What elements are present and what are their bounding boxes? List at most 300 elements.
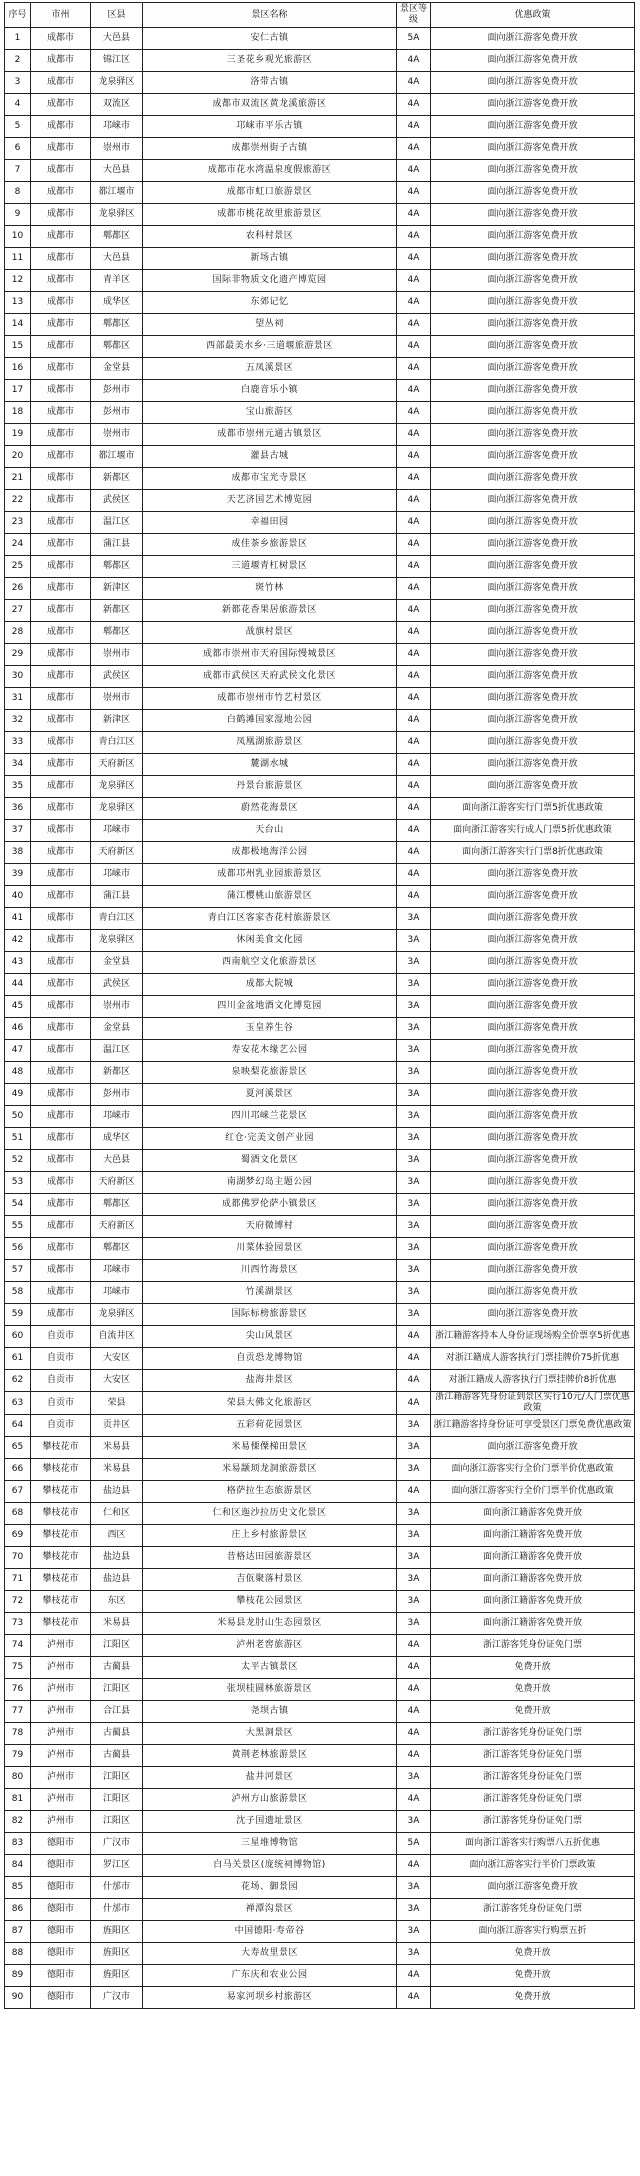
table-row — [5, 1591, 635, 1613]
county-cell: 江阳区 — [91, 1767, 143, 1789]
city-cell: 成都市 — [31, 160, 91, 182]
county-cell: 大安区 — [91, 1370, 143, 1392]
county-cell: 蒲江县 — [91, 886, 143, 908]
index-cell: 89 — [5, 1965, 31, 1987]
index-cell: 42 — [5, 930, 31, 952]
policy-cell: 面向浙江游客免费开放 — [431, 578, 635, 600]
city-cell: 泸州市 — [31, 1767, 91, 1789]
table-row — [5, 1062, 635, 1084]
scenic-name-cell: 盐海井景区 — [143, 1370, 397, 1392]
policy-cell: 对浙江籍成人游客执行门票挂牌价8折优惠 — [431, 1370, 635, 1392]
scenic-name-cell: 寿安花木缘艺公园 — [143, 1040, 397, 1062]
index-cell: 17 — [5, 380, 31, 402]
county-cell: 龙泉驿区 — [91, 1304, 143, 1326]
city-cell: 成都市 — [31, 1062, 91, 1084]
table-row — [5, 116, 635, 138]
index-cell: 54 — [5, 1194, 31, 1216]
header-index: 序号 — [5, 3, 31, 28]
index-cell: 5 — [5, 116, 31, 138]
city-cell: 成都市 — [31, 1172, 91, 1194]
city-cell: 泸州市 — [31, 1723, 91, 1745]
scenic-name-cell: 吉佤聚落村景区 — [143, 1569, 397, 1591]
level-cell: 4A — [397, 1855, 431, 1877]
city-cell: 成都市 — [31, 1194, 91, 1216]
scenic-name-cell: 成佳茶乡旅游景区 — [143, 534, 397, 556]
policy-cell: 面向浙江游客免费开放 — [431, 930, 635, 952]
scenic-name-cell: 安仁古镇 — [143, 28, 397, 50]
index-cell: 52 — [5, 1150, 31, 1172]
scenic-name-cell: 沈子国遗址景区 — [143, 1811, 397, 1833]
level-cell: 4A — [397, 710, 431, 732]
index-cell: 73 — [5, 1613, 31, 1635]
policy-cell: 浙江游客凭身份证免门票 — [431, 1767, 635, 1789]
county-cell: 米易县 — [91, 1437, 143, 1459]
county-cell: 郫都区 — [91, 1194, 143, 1216]
table-row — [5, 578, 635, 600]
index-cell: 2 — [5, 50, 31, 72]
level-cell: 3A — [397, 1613, 431, 1635]
scenic-name-cell: 洛带古镇 — [143, 72, 397, 94]
scenic-name-cell: 成都极地海洋公园 — [143, 842, 397, 864]
city-cell: 成都市 — [31, 512, 91, 534]
scenic-name-cell: 荣县大佛文化旅游区 — [143, 1392, 397, 1415]
city-cell: 成都市 — [31, 248, 91, 270]
city-cell: 成都市 — [31, 798, 91, 820]
city-cell: 成都市 — [31, 820, 91, 842]
table-row — [5, 314, 635, 336]
policy-cell: 面向浙江游客免费开放 — [431, 402, 635, 424]
table-row — [5, 1392, 635, 1415]
county-cell: 双流区 — [91, 94, 143, 116]
policy-cell: 面向浙江籍游客免费开放 — [431, 1591, 635, 1613]
city-cell: 成都市 — [31, 842, 91, 864]
table-row — [5, 1525, 635, 1547]
level-cell: 4A — [397, 600, 431, 622]
county-cell: 什邡市 — [91, 1877, 143, 1899]
table-row — [5, 1701, 635, 1723]
level-cell: 4A — [397, 732, 431, 754]
scenic-name-cell: 西部最美水乡·三道堰旅游景区 — [143, 336, 397, 358]
index-cell: 67 — [5, 1481, 31, 1503]
policy-cell: 面向浙江游客免费开放 — [431, 446, 635, 468]
county-cell: 都江堰市 — [91, 182, 143, 204]
policy-cell: 浙江游客凭身份证免门票 — [431, 1789, 635, 1811]
city-cell: 成都市 — [31, 1260, 91, 1282]
policy-cell: 面向浙江游客免费开放 — [431, 754, 635, 776]
level-cell: 3A — [397, 1569, 431, 1591]
policy-cell: 面向浙江游客免费开放 — [431, 1062, 635, 1084]
policy-cell: 面向浙江游客免费开放 — [431, 1018, 635, 1040]
table-row — [5, 94, 635, 116]
table-row — [5, 1106, 635, 1128]
table-row — [5, 1921, 635, 1943]
policy-cell: 面向浙江游客免费开放 — [431, 1216, 635, 1238]
index-cell: 44 — [5, 974, 31, 996]
table-row — [5, 732, 635, 754]
city-cell: 成都市 — [31, 710, 91, 732]
policy-cell: 面向浙江游客免费开放 — [431, 380, 635, 402]
scenic-name-cell: 成都佛罗伦萨小镇景区 — [143, 1194, 397, 1216]
table-row — [5, 72, 635, 94]
index-cell: 64 — [5, 1415, 31, 1437]
city-cell: 成都市 — [31, 754, 91, 776]
city-cell: 成都市 — [31, 1018, 91, 1040]
county-cell: 天府新区 — [91, 754, 143, 776]
city-cell: 成都市 — [31, 1106, 91, 1128]
city-cell: 成都市 — [31, 270, 91, 292]
county-cell: 新都区 — [91, 468, 143, 490]
scenic-name-cell: 攀枝花公园景区 — [143, 1591, 397, 1613]
index-cell: 12 — [5, 270, 31, 292]
table-row — [5, 1811, 635, 1833]
table-row — [5, 842, 635, 864]
policy-cell: 面向浙江游客免费开放 — [431, 952, 635, 974]
city-cell: 成都市 — [31, 490, 91, 512]
level-cell: 4A — [397, 1701, 431, 1723]
index-cell: 80 — [5, 1767, 31, 1789]
county-cell: 邛崃市 — [91, 1282, 143, 1304]
table-row — [5, 1635, 635, 1657]
policy-cell: 面向浙江游客免费开放 — [431, 974, 635, 996]
scenic-name-cell: 丹景台旅游景区 — [143, 776, 397, 798]
level-cell: 3A — [397, 1547, 431, 1569]
level-cell: 3A — [397, 1304, 431, 1326]
scenic-name-cell: 盐井河景区 — [143, 1767, 397, 1789]
table-row — [5, 1943, 635, 1965]
level-cell: 5A — [397, 1833, 431, 1855]
policy-cell: 面向浙江游客免费开放 — [431, 270, 635, 292]
policy-cell: 面向浙江游客免费开放 — [431, 226, 635, 248]
county-cell: 新津区 — [91, 578, 143, 600]
index-cell: 88 — [5, 1943, 31, 1965]
index-cell: 27 — [5, 600, 31, 622]
policy-cell: 对浙江籍成人游客执行门票挂牌价75折优惠 — [431, 1348, 635, 1370]
scenic-name-cell: 西南航空文化旅游景区 — [143, 952, 397, 974]
index-cell: 35 — [5, 776, 31, 798]
scenic-name-cell: 成都市双流区黄龙溪旅游区 — [143, 94, 397, 116]
table-row — [5, 886, 635, 908]
table-row — [5, 50, 635, 72]
policy-cell: 面向浙江游客实行全价门票半价优惠政策 — [431, 1459, 635, 1481]
city-cell: 成都市 — [31, 1282, 91, 1304]
scenic-name-cell: 成都崇州街子古镇 — [143, 138, 397, 160]
index-cell: 47 — [5, 1040, 31, 1062]
table-row — [5, 424, 635, 446]
scenic-name-cell: 红仓·完美文创产业园 — [143, 1128, 397, 1150]
city-cell: 成都市 — [31, 1150, 91, 1172]
level-cell: 4A — [397, 248, 431, 270]
city-cell: 自贡市 — [31, 1348, 91, 1370]
city-cell: 成都市 — [31, 380, 91, 402]
scenic-name-cell: 新都花香果居旅游景区 — [143, 600, 397, 622]
county-cell: 邛崃市 — [91, 1106, 143, 1128]
index-cell: 39 — [5, 864, 31, 886]
county-cell: 广汉市 — [91, 1833, 143, 1855]
table-row — [5, 996, 635, 1018]
scenic-name-cell: 天府微博村 — [143, 1216, 397, 1238]
level-cell: 4A — [397, 116, 431, 138]
scenic-name-cell: 四川邛崃兰花景区 — [143, 1106, 397, 1128]
county-cell: 邛崃市 — [91, 1260, 143, 1282]
table-row — [5, 1437, 635, 1459]
city-cell: 攀枝花市 — [31, 1481, 91, 1503]
county-cell: 江阳区 — [91, 1811, 143, 1833]
level-cell: 3A — [397, 1921, 431, 1943]
table-row — [5, 1833, 635, 1855]
level-cell: 4A — [397, 666, 431, 688]
level-cell: 4A — [397, 754, 431, 776]
city-cell: 成都市 — [31, 138, 91, 160]
city-cell: 成都市 — [31, 1304, 91, 1326]
index-cell: 59 — [5, 1304, 31, 1326]
level-cell: 3A — [397, 1877, 431, 1899]
index-cell: 6 — [5, 138, 31, 160]
table-row — [5, 1745, 635, 1767]
level-cell: 3A — [397, 952, 431, 974]
level-cell: 4A — [397, 1965, 431, 1987]
city-cell: 成都市 — [31, 336, 91, 358]
city-cell: 泸州市 — [31, 1811, 91, 1833]
city-cell: 泸州市 — [31, 1679, 91, 1701]
table-row — [5, 1216, 635, 1238]
header-policy: 优惠政策 — [431, 3, 635, 28]
scenic-area-policy-table — [4, 2, 635, 2009]
index-cell: 16 — [5, 358, 31, 380]
policy-cell: 面向浙江游客免费开放 — [431, 556, 635, 578]
city-cell: 成都市 — [31, 908, 91, 930]
table-row — [5, 754, 635, 776]
policy-cell: 面向浙江游客免费开放 — [431, 1128, 635, 1150]
city-cell: 成都市 — [31, 732, 91, 754]
level-cell: 4A — [397, 1348, 431, 1370]
table-row — [5, 1040, 635, 1062]
table-row — [5, 820, 635, 842]
table-row — [5, 1613, 635, 1635]
index-cell: 31 — [5, 688, 31, 710]
policy-cell: 浙江游客凭身份证免门票 — [431, 1635, 635, 1657]
table-row — [5, 1326, 635, 1348]
policy-cell: 面向浙江游客免费开放 — [431, 182, 635, 204]
scenic-name-cell: 成都市宝光寺景区 — [143, 468, 397, 490]
level-cell: 4A — [397, 512, 431, 534]
index-cell: 49 — [5, 1084, 31, 1106]
level-cell: 4A — [397, 424, 431, 446]
county-cell: 龙泉驿区 — [91, 798, 143, 820]
level-cell: 3A — [397, 996, 431, 1018]
city-cell: 自贡市 — [31, 1326, 91, 1348]
county-cell: 郫都区 — [91, 622, 143, 644]
level-cell: 4A — [397, 1679, 431, 1701]
index-cell: 50 — [5, 1106, 31, 1128]
level-cell: 4A — [397, 226, 431, 248]
city-cell: 成都市 — [31, 446, 91, 468]
scenic-name-cell: 灌县古城 — [143, 446, 397, 468]
county-cell: 罗江区 — [91, 1855, 143, 1877]
policy-cell: 面向浙江游客免费开放 — [431, 1260, 635, 1282]
table-row — [5, 468, 635, 490]
county-cell: 蒲江县 — [91, 534, 143, 556]
city-cell: 泸州市 — [31, 1745, 91, 1767]
scenic-name-cell: 斑竹林 — [143, 578, 397, 600]
scenic-name-cell: 天艺济国艺术博览园 — [143, 490, 397, 512]
county-cell: 古蔺县 — [91, 1723, 143, 1745]
table-row — [5, 1172, 635, 1194]
scenic-name-cell: 休闲美食文化园 — [143, 930, 397, 952]
index-cell: 18 — [5, 402, 31, 424]
scenic-name-cell: 凤凰湖旅游景区 — [143, 732, 397, 754]
table-row — [5, 710, 635, 732]
table-row — [5, 1459, 635, 1481]
level-cell: 4A — [397, 446, 431, 468]
scenic-name-cell: 大黑洞景区 — [143, 1723, 397, 1745]
county-cell: 新津区 — [91, 710, 143, 732]
scenic-name-cell: 农科村景区 — [143, 226, 397, 248]
city-cell: 成都市 — [31, 644, 91, 666]
scenic-name-cell: 天台山 — [143, 820, 397, 842]
level-cell: 4A — [397, 402, 431, 424]
policy-cell: 面向浙江游客免费开放 — [431, 138, 635, 160]
policy-cell: 面向浙江游客免费开放 — [431, 1150, 635, 1172]
level-cell: 4A — [397, 1789, 431, 1811]
level-cell: 4A — [397, 204, 431, 226]
index-cell: 70 — [5, 1547, 31, 1569]
county-cell: 郫都区 — [91, 1238, 143, 1260]
policy-cell: 面向浙江游客免费开放 — [431, 1172, 635, 1194]
policy-cell: 面向浙江游客免费开放 — [431, 28, 635, 50]
policy-cell: 面向浙江游客实行全价门票半价优惠政策 — [431, 1481, 635, 1503]
city-cell: 成都市 — [31, 974, 91, 996]
table-row — [5, 1084, 635, 1106]
county-cell: 大邑县 — [91, 248, 143, 270]
county-cell: 旌阳区 — [91, 1965, 143, 1987]
level-cell: 5A — [397, 28, 431, 50]
county-cell: 贡井区 — [91, 1415, 143, 1437]
scenic-name-cell: 成都市崇州元通古镇景区 — [143, 424, 397, 446]
city-cell: 成都市 — [31, 468, 91, 490]
city-cell: 成都市 — [31, 864, 91, 886]
city-cell: 成都市 — [31, 996, 91, 1018]
policy-cell: 面向浙江游客免费开放 — [431, 688, 635, 710]
scenic-name-cell: 蔚然花海景区 — [143, 798, 397, 820]
scenic-name-cell: 成都市花水湾温泉度假旅游区 — [143, 160, 397, 182]
policy-cell: 面向浙江游客免费开放 — [431, 732, 635, 754]
city-cell: 德阳市 — [31, 1943, 91, 1965]
county-cell: 天府新区 — [91, 842, 143, 864]
table-row — [5, 666, 635, 688]
table-row — [5, 1547, 635, 1569]
index-cell: 90 — [5, 1987, 31, 2009]
index-cell: 61 — [5, 1348, 31, 1370]
policy-cell: 面向浙江游客免费开放 — [431, 116, 635, 138]
index-cell: 24 — [5, 534, 31, 556]
level-cell: 3A — [397, 974, 431, 996]
level-cell: 4A — [397, 1723, 431, 1745]
policy-cell: 面向浙江游客免费开放 — [431, 50, 635, 72]
policy-cell: 面向浙江游客免费开放 — [431, 468, 635, 490]
scenic-name-cell: 三道堰青杠树景区 — [143, 556, 397, 578]
table-row — [5, 1194, 635, 1216]
county-cell: 旌阳区 — [91, 1943, 143, 1965]
table-row — [5, 1128, 635, 1150]
index-cell: 62 — [5, 1370, 31, 1392]
level-cell: 4A — [397, 292, 431, 314]
county-cell: 温江区 — [91, 1040, 143, 1062]
table-row — [5, 622, 635, 644]
level-cell: 3A — [397, 1767, 431, 1789]
table-row — [5, 1370, 635, 1392]
county-cell: 温江区 — [91, 512, 143, 534]
policy-cell: 面向浙江游客实行门票5折优惠政策 — [431, 798, 635, 820]
table-row — [5, 1855, 635, 1877]
city-cell: 成都市 — [31, 94, 91, 116]
level-cell: 4A — [397, 94, 431, 116]
index-cell: 48 — [5, 1062, 31, 1084]
policy-cell: 面向浙江游客免费开放 — [431, 1437, 635, 1459]
index-cell: 36 — [5, 798, 31, 820]
policy-cell: 面向浙江籍游客免费开放 — [431, 1569, 635, 1591]
policy-cell: 面向浙江游客免费开放 — [431, 776, 635, 798]
policy-cell: 浙江游客凭身份证免门票 — [431, 1899, 635, 1921]
index-cell: 65 — [5, 1437, 31, 1459]
index-cell: 46 — [5, 1018, 31, 1040]
county-cell: 新都区 — [91, 600, 143, 622]
level-cell: 4A — [397, 864, 431, 886]
county-cell: 锦江区 — [91, 50, 143, 72]
county-cell: 合江县 — [91, 1701, 143, 1723]
index-cell: 87 — [5, 1921, 31, 1943]
scenic-name-cell: 成都市桃花故里旅游景区 — [143, 204, 397, 226]
level-cell: 3A — [397, 1282, 431, 1304]
policy-cell: 面向浙江游客免费开放 — [431, 1106, 635, 1128]
table-row — [5, 930, 635, 952]
table-row — [5, 1767, 635, 1789]
scenic-name-cell: 太平古镇景区 — [143, 1657, 397, 1679]
index-cell: 33 — [5, 732, 31, 754]
index-cell: 8 — [5, 182, 31, 204]
city-cell: 成都市 — [31, 930, 91, 952]
scenic-name-cell: 玉皇养生谷 — [143, 1018, 397, 1040]
index-cell: 68 — [5, 1503, 31, 1525]
city-cell: 攀枝花市 — [31, 1503, 91, 1525]
level-cell: 4A — [397, 336, 431, 358]
policy-cell: 面向浙江游客免费开放 — [431, 1040, 635, 1062]
city-cell: 成都市 — [31, 556, 91, 578]
level-cell: 4A — [397, 1326, 431, 1348]
index-cell: 10 — [5, 226, 31, 248]
city-cell: 成都市 — [31, 402, 91, 424]
level-cell: 4A — [397, 534, 431, 556]
county-cell: 武侯区 — [91, 666, 143, 688]
index-cell: 85 — [5, 1877, 31, 1899]
city-cell: 成都市 — [31, 688, 91, 710]
table-row — [5, 446, 635, 468]
level-cell: 3A — [397, 1172, 431, 1194]
table-row — [5, 292, 635, 314]
table-row — [5, 864, 635, 886]
policy-cell: 面向浙江游客免费开放 — [431, 358, 635, 380]
county-cell: 龙泉驿区 — [91, 776, 143, 798]
table-row — [5, 1481, 635, 1503]
policy-cell: 面向浙江游客免费开放 — [431, 1194, 635, 1216]
county-cell: 大安区 — [91, 1348, 143, 1370]
level-cell: 4A — [397, 1657, 431, 1679]
scenic-name-cell: 昔格达田园旅游景区 — [143, 1547, 397, 1569]
scenic-name-cell: 米易颛顼龙洞旅游景区 — [143, 1459, 397, 1481]
scenic-name-cell: 花场、御景园 — [143, 1877, 397, 1899]
policy-cell: 面向浙江游客免费开放 — [431, 292, 635, 314]
county-cell: 青羊区 — [91, 270, 143, 292]
index-cell: 41 — [5, 908, 31, 930]
